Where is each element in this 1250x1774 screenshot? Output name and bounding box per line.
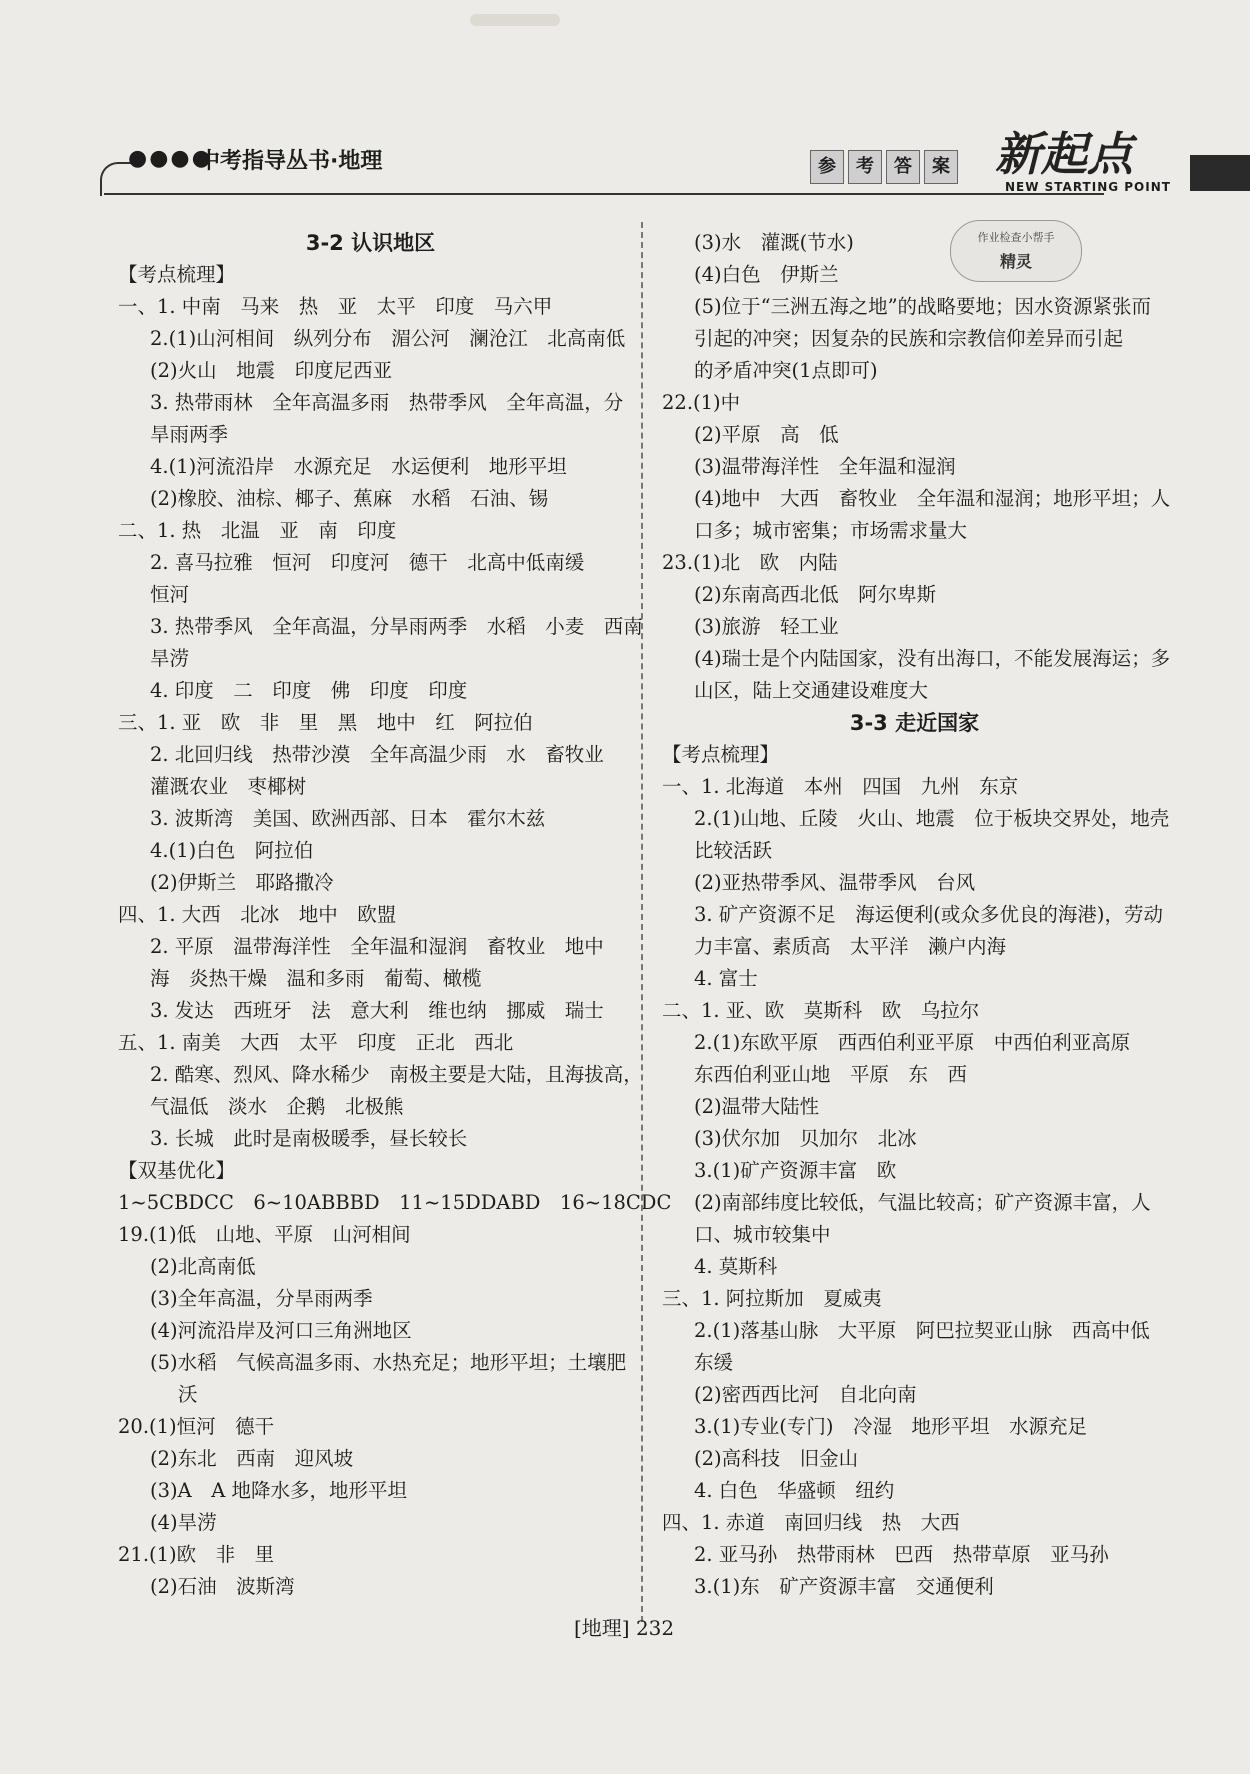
answer-line: 2. 北回归线 热带沙漠 全年高温少雨 水 畜牧业 — [150, 743, 604, 766]
answer-line: (2)北高南低 — [150, 1255, 256, 1278]
answer-line: (2)平原 高 低 — [694, 423, 839, 446]
answer-char: 案 — [924, 150, 958, 184]
answer-line: 3. 热带季风 全年高温，分旱雨两季 水稻 小麦 西南 — [150, 615, 643, 638]
answer-line: 3.(1)矿产资源丰富 欧 — [694, 1159, 897, 1182]
answer-line: (2)橡胶、油棕、椰子、蕉麻 水稻 石油、锡 — [150, 487, 549, 510]
page-number: [地理] 232 — [574, 1616, 675, 1640]
answer-line: 3. 长城 此时是南极暖季，昼长较长 — [150, 1127, 468, 1150]
answer-line: (4)地中 大西 畜牧业 全年温和湿润；地形平坦；人 — [694, 487, 1171, 510]
answer-line: 【考点梳理】 — [118, 263, 236, 286]
answer-line: (3)旅游 轻工业 — [694, 615, 839, 638]
answer-line: 3. 发达 西班牙 法 意大利 维也纳 挪威 瑞士 — [150, 999, 604, 1022]
answer-line: (3)温带海洋性 全年温和湿润 — [694, 455, 956, 478]
answer-line: 比较活跃 — [694, 839, 773, 862]
answer-line: 二、1. 热 北温 亚 南 印度 — [118, 519, 397, 542]
answer-line: 2.(1)东欧平原 西西伯利亚平原 中西伯利亚高原 — [694, 1031, 1131, 1054]
answer-line: 引起的冲突；因复杂的民族和宗教信仰差异而引起 — [694, 327, 1124, 350]
header-dots: ●●●● — [128, 146, 213, 171]
answer-char: 参 — [810, 150, 844, 184]
answer-line: 口、城市较集中 — [694, 1223, 831, 1246]
answer-line: 4. 富士 — [694, 967, 758, 990]
answer-line: 4.(1)白色 阿拉伯 — [150, 839, 314, 862]
section-title: 3-3 走近国家 — [849, 711, 980, 735]
answer-line: 3. 热带雨林 全年高温多雨 热带季风 全年高温，分 — [150, 391, 624, 414]
answer-line: 三、1. 亚 欧 非 里 黑 地中 红 阿拉伯 — [118, 711, 533, 734]
answer-line: 3.(1)东 矿产资源丰富 交通便利 — [694, 1575, 994, 1598]
answer-line: (2)火山 地震 印度尼西亚 — [150, 359, 393, 382]
answer-line: 23.(1)北 欧 内陆 — [662, 551, 838, 574]
answer-line: 恒河 — [150, 583, 190, 606]
right-column — [662, 227, 1171, 1603]
answer-tag — [810, 150, 958, 184]
answer-line: (4)河流沿岸及河口三角洲地区 — [150, 1319, 412, 1342]
answer-line: 3. 波斯湾 美国、欧洲西部、日本 霍尔木兹 — [150, 807, 546, 830]
answer-line: 口多；城市密集；市场需求量大 — [694, 519, 968, 542]
answer-line: 【双基优化】 — [118, 1159, 236, 1182]
answer-line: 22.(1)中 — [662, 391, 741, 414]
answer-line: (4)旱涝 — [150, 1511, 217, 1534]
answer-line: 二、1. 亚、欧 莫斯科 欧 乌拉尔 — [662, 999, 980, 1022]
answer-line: 1~5CBDCC 6~10ABBBD 11~15DDABD 16~18CDC — [118, 1191, 672, 1214]
answer-line: 的矛盾冲突(1点即可) — [694, 359, 878, 382]
answer-line: (3)全年高温，分旱雨两季 — [150, 1287, 373, 1310]
answer-line: 2.(1)山地、丘陵 火山、地震 位于板块交界处，地壳 — [694, 807, 1170, 830]
answer-line: (2)伊斯兰 耶路撒冷 — [150, 871, 334, 894]
answer-line: 2. 酷寒、烈风、降水稀少 南极主要是大陆，且海拔高， — [150, 1063, 643, 1086]
brand-subtitle: NEW STARTING POINT — [1005, 180, 1171, 194]
answer-line: (5)位于“三洲五海之地”的战略要地；因水资源紧张而 — [694, 295, 1152, 318]
answer-line: 四、1. 赤道 南回归线 热 大西 — [662, 1511, 960, 1534]
answer-line: 20.(1)恒河 德干 — [118, 1415, 275, 1438]
answer-line: 2.(1)山河相间 纵列分布 湄公河 澜沧江 北高南低 — [150, 327, 626, 350]
answer-line: 2. 平原 温带海洋性 全年温和湿润 畜牧业 地中 — [150, 935, 604, 958]
answer-line: 东缓 — [694, 1351, 734, 1374]
answer-line: 【考点梳理】 — [662, 743, 780, 766]
answer-line: 19.(1)低 山地、平原 山河相间 — [118, 1223, 411, 1246]
answer-line: 一、1. 中南 马来 热 亚 太平 印度 马六甲 — [118, 295, 553, 318]
stamp-line2: 精灵 — [999, 252, 1032, 271]
answer-line: 4.(1)河流沿岸 水源充足 水运便利 地形平坦 — [150, 455, 567, 478]
answer-line: (3)A A 地降水多，地形平坦 — [150, 1479, 407, 1502]
answer-line: (4)瑞士是个内陆国家，没有出海口，不能发展海运；多 — [694, 647, 1171, 670]
left-column — [118, 227, 672, 1603]
answer-line: (3)水 灌溉(节水) — [694, 231, 854, 254]
answer-line: (2)石油 波斯湾 — [150, 1575, 295, 1598]
answer-line: (2)东南高西北低 阿尔卑斯 — [694, 583, 937, 606]
answer-line: (2)亚热带季风、温带季风 台风 — [694, 871, 976, 894]
answer-line: 2. 喜马拉雅 恒河 印度河 德干 北高中低南缓 — [150, 551, 585, 574]
answer-line: 21.(1)欧 非 里 — [118, 1543, 275, 1566]
brand-logo: 新起点 — [995, 127, 1133, 181]
answer-line: (2)高科技 旧金山 — [694, 1447, 859, 1470]
answer-line: (2)密西西比河 自北向南 — [694, 1383, 917, 1406]
page-header — [100, 127, 1250, 210]
answer-line: 2. 亚马孙 热带雨林 巴西 热带草原 亚马孙 — [694, 1543, 1109, 1566]
answer-line: 旱涝 — [150, 647, 190, 670]
answer-line: 4. 莫斯科 — [694, 1255, 778, 1278]
answer-line: (2)温带大陆性 — [694, 1095, 820, 1118]
answer-line: 海 炎热干燥 温和多雨 葡萄、橄榄 — [150, 967, 482, 990]
answer-line: 3.(1)专业(专门) 冷湿 地形平坦 水源充足 — [694, 1415, 1087, 1438]
header-rule — [104, 193, 1104, 195]
stamp-line1: 作业检查小帮手 — [977, 231, 1055, 244]
answer-line: 四、1. 大西 北冰 地中 欧盟 — [118, 903, 397, 926]
answer-line: 气温低 淡水 企鹅 北极熊 — [150, 1095, 404, 1118]
answer-line: 三、1. 阿拉斯加 夏威夷 — [662, 1287, 882, 1310]
answer-line: 一、1. 北海道 本州 四国 九州 东京 — [662, 775, 1019, 798]
answer-line: 力丰富、素质高 太平洋 濑户内海 — [694, 935, 1007, 958]
answer-line: 灌溉农业 枣椰树 — [150, 775, 307, 798]
answer-line: (5)水稻 气候高温多雨、水热充足；地形平坦；土壤肥 — [150, 1351, 627, 1374]
header-dark-bar — [1190, 155, 1250, 191]
answer-line: 4. 印度 二 印度 佛 印度 印度 — [150, 679, 468, 702]
answer-line: (2)南部纬度比较低，气温比较高；矿产资源丰富，人 — [694, 1191, 1151, 1214]
answer-line: (2)东北 西南 迎风坡 — [150, 1447, 354, 1470]
series-title: 中考指导丛书·地理 — [198, 149, 383, 174]
page-stain — [470, 14, 560, 26]
answer-line: (3)伏尔加 贝加尔 北冰 — [694, 1127, 917, 1150]
answer-line: 东西伯利亚山地 平原 东 西 — [694, 1063, 968, 1086]
answer-line: 五、1. 南美 大西 太平 印度 正北 西北 — [118, 1031, 514, 1054]
answer-line: 沃 — [178, 1383, 198, 1406]
answer-line: 山区，陆上交通建设难度大 — [694, 679, 929, 702]
section-title: 3-2 认识地区 — [305, 231, 436, 255]
answer-char: 答 — [886, 150, 920, 184]
answer-line: 2.(1)落基山脉 大平原 阿巴拉契亚山脉 西高中低 — [694, 1319, 1150, 1342]
answer-line: (4)白色 伊斯兰 — [694, 263, 839, 286]
answer-line: 旱雨两季 — [150, 423, 229, 446]
answer-line: 3. 矿产资源不足 海运便利(或众多优良的海港)，劳动 — [694, 903, 1164, 926]
column-divider — [641, 222, 643, 1622]
answer-line: 4. 白色 华盛顿 纽约 — [694, 1479, 895, 1502]
answer-char: 考 — [848, 150, 882, 184]
